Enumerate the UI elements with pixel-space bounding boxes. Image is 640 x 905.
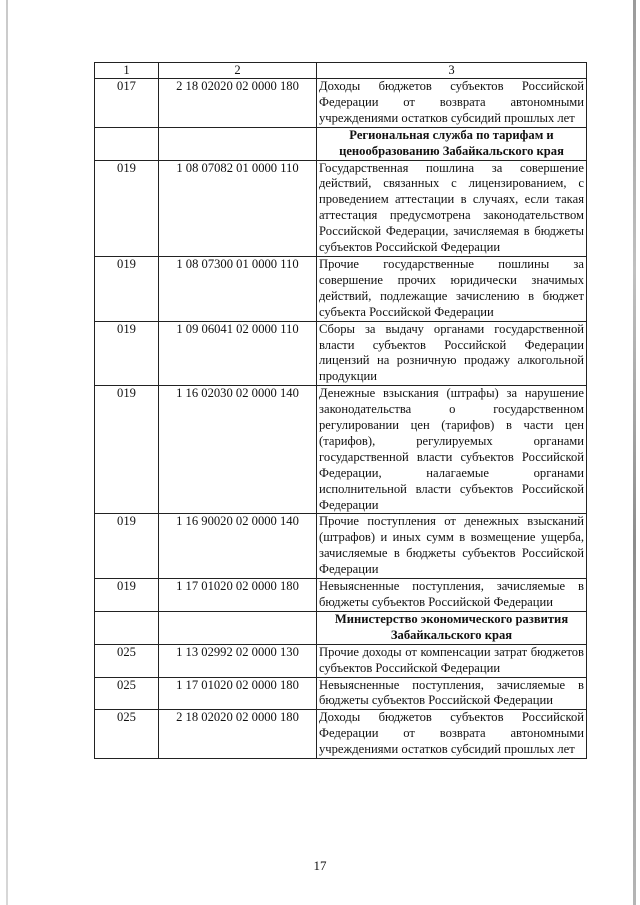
revenue-description-cell: Государственная пошлина за совершение действий, связанных с лицензированием, с проведением аттестации в случаях, если такая аттестация предусмотрена законодательством Российской Федерации, зачисляемая в бюджеты субъектов Российской Федерации <box>317 160 587 256</box>
admin-code-cell: 025 <box>95 644 159 677</box>
table-row <box>95 79 587 128</box>
empty-cell <box>159 127 317 160</box>
revenue-description-cell: Доходы бюджетов субъектов Российской Федерации от возврата автономными учреждениями остатков субсидий прошлых лет <box>317 710 587 759</box>
table-row <box>95 256 587 321</box>
table-row <box>95 514 587 579</box>
table-row <box>95 644 587 677</box>
revenue-description-cell: Доходы бюджетов субъектов Российской Федерации от возврата автономными учреждениями остатков субсидий прошлых лет <box>317 79 587 128</box>
empty-cell <box>95 127 159 160</box>
empty-cell <box>95 611 159 644</box>
table-row <box>95 710 587 759</box>
table-row <box>95 160 587 256</box>
scan-right-edge <box>633 0 636 905</box>
section-row <box>95 611 587 644</box>
admin-code-cell: 019 <box>95 514 159 579</box>
revenue-code-cell: 1 13 02992 02 0000 130 <box>159 644 317 677</box>
revenue-description-cell: Прочие доходы от компенсации затрат бюджетов субъектов Российской Федерации <box>317 644 587 677</box>
admin-code-cell: 025 <box>95 710 159 759</box>
table-row <box>95 321 587 386</box>
table-row <box>95 677 587 710</box>
admin-code-cell: 019 <box>95 160 159 256</box>
admin-code-cell: 017 <box>95 79 159 128</box>
revenue-description-cell: Невыясненные поступления, зачисляемые в бюджеты субъектов Российской Федерации <box>317 677 587 710</box>
empty-cell <box>159 611 317 644</box>
revenue-description-cell: Прочие поступления от денежных взысканий (штрафов) и иных сумм в возмещение ущерба, зачисляемые в бюджеты субъектов Российской Федерации <box>317 514 587 579</box>
revenue-description-cell: Прочие государственные пошлины за совершение прочих юридически значимых действий, подлежащие зачислению в бюджет субъекта Российской Федерации <box>317 256 587 321</box>
revenue-code-cell: 1 09 06041 02 0000 110 <box>159 321 317 386</box>
table-row <box>95 386 587 514</box>
revenue-code-cell: 1 16 90020 02 0000 140 <box>159 514 317 579</box>
section-row <box>95 127 587 160</box>
header-col-3: 3 <box>317 63 587 79</box>
revenue-code-cell: 1 17 01020 02 0000 180 <box>159 677 317 710</box>
admin-code-cell: 025 <box>95 677 159 710</box>
revenue-code-cell: 1 16 02030 02 0000 140 <box>159 386 317 514</box>
page-number: 17 <box>313 858 327 873</box>
revenue-code-cell: 1 17 01020 02 0000 180 <box>159 579 317 612</box>
admin-code-cell: 019 <box>95 386 159 514</box>
revenue-code-cell: 2 18 02020 02 0000 180 <box>159 79 317 128</box>
section-title-tariff-service: Региональная служба по тарифам и ценообразованию Забайкальского края <box>317 127 587 160</box>
section-title-economic-ministry: Министерство экономического развития Забайкальского края <box>317 611 587 644</box>
header-col-1: 1 <box>95 63 159 79</box>
admin-code-cell: 019 <box>95 321 159 386</box>
revenue-code-cell: 1 08 07082 01 0000 110 <box>159 160 317 256</box>
admin-code-cell: 019 <box>95 256 159 321</box>
revenue-code-cell: 1 08 07300 01 0000 110 <box>159 256 317 321</box>
admin-code-cell: 019 <box>95 579 159 612</box>
revenue-description-cell: Денежные взыскания (штрафы) за нарушение законодательства о государственном регулировании цен (тарифов) в части цен (тарифов), регулируемых органами государственной власти субъектов Российской Федерации, налагаемые органами исполнительной власти субъектов Российской Федерации <box>317 386 587 514</box>
revenue-code-cell: 2 18 02020 02 0000 180 <box>159 710 317 759</box>
table-row <box>95 579 587 612</box>
table-header-row <box>95 63 587 79</box>
revenue-description-cell: Сборы за выдачу органами государственной власти субъектов Российской Федерации лицензий на розничную продажу алкогольной продукции <box>317 321 587 386</box>
header-col-2: 2 <box>159 63 317 79</box>
revenue-codes-table <box>94 62 587 759</box>
revenue-description-cell: Невыясненные поступления, зачисляемые в бюджеты субъектов Российской Федерации <box>317 579 587 612</box>
scan-left-edge <box>6 0 8 905</box>
